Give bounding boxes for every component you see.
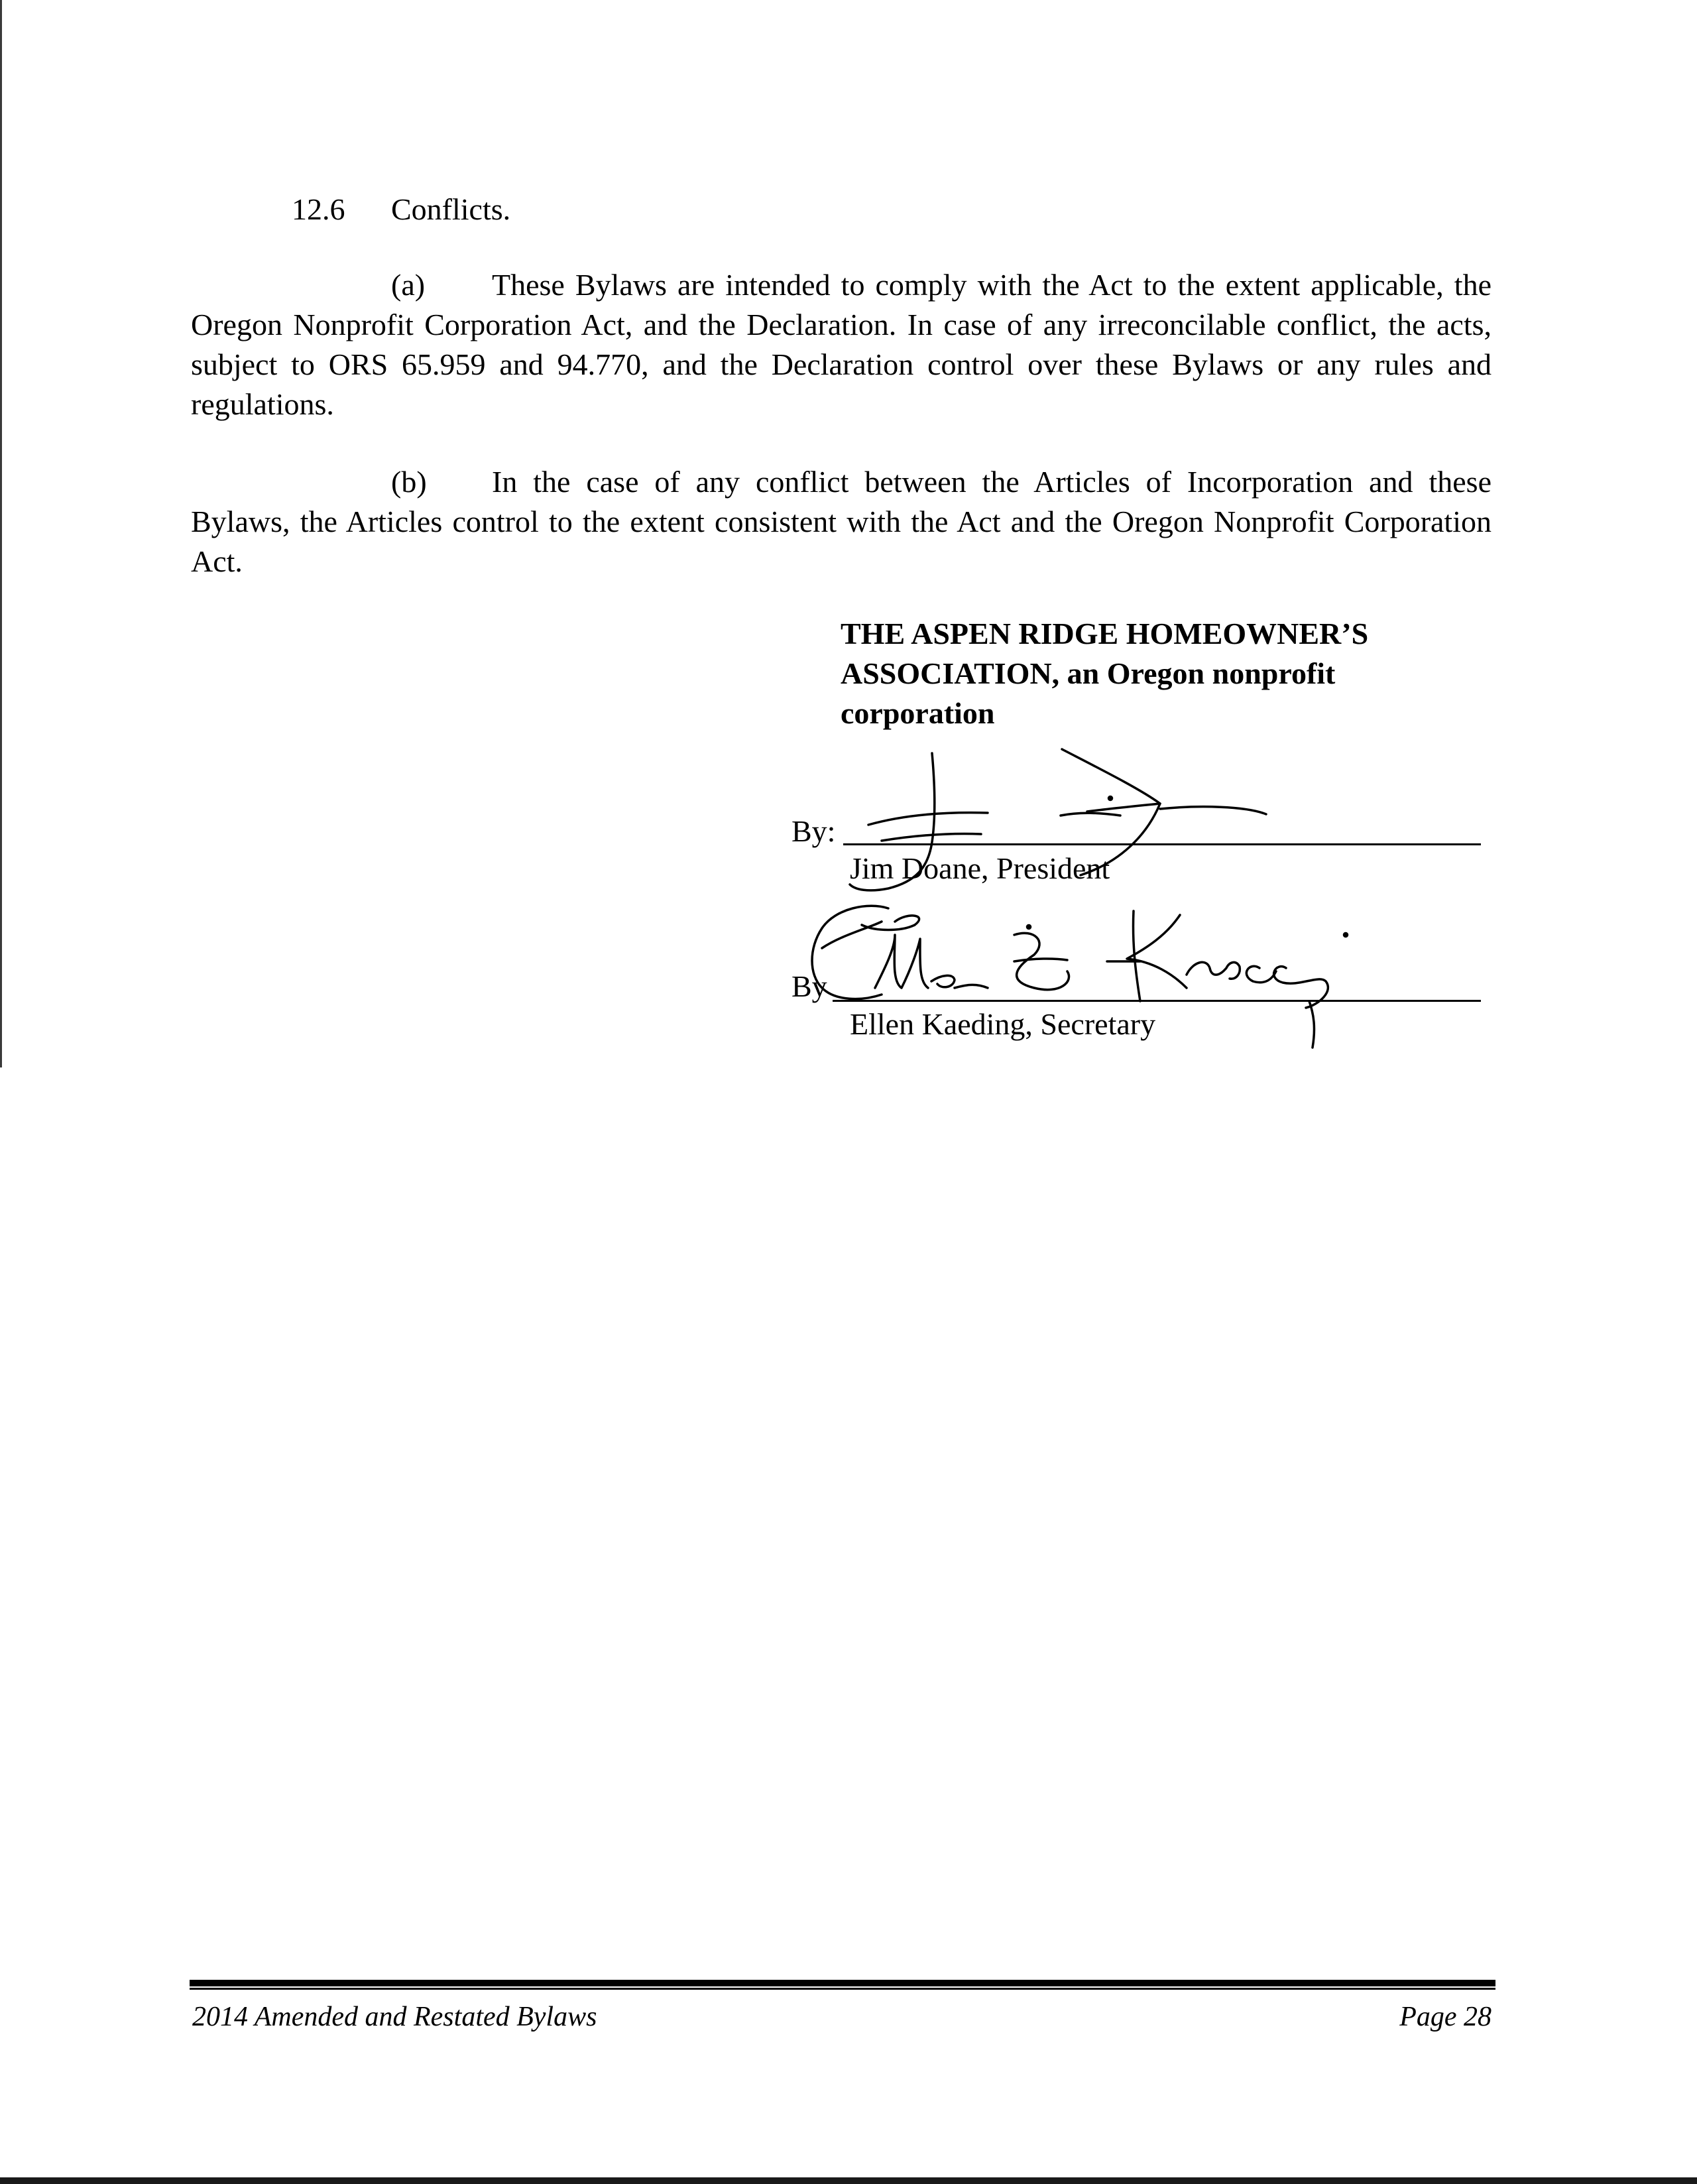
scan-edge-left xyxy=(0,0,2,1067)
signer-president: Jim Doane, President xyxy=(850,851,1110,885)
association-name: THE ASPEN RIDGE HOMEOWNER’S ASSOCIATION, an Oregon nonprofit corporation xyxy=(841,617,1369,730)
paragraph-b xyxy=(191,462,1492,581)
section-title: Conflicts. xyxy=(391,192,511,226)
by-label-president: By: xyxy=(791,814,836,848)
footer-page-number: Page 28 xyxy=(1399,2002,1492,2032)
signer-secretary: Ellen Kaeding, Secretary xyxy=(850,1007,1156,1041)
footer-document-title: 2014 Amended and Restated Bylaws xyxy=(192,2002,597,2032)
paragraph-a xyxy=(191,265,1492,424)
scan-edge-bottom xyxy=(0,2177,1697,2184)
footer-rule-thin xyxy=(190,1988,1495,1990)
section-number: 12.6 xyxy=(292,192,345,226)
paragraph-a-label: (a) xyxy=(391,268,426,302)
paragraph-b-text: In the case of any conflict between the Articles of Incorporation and these Bylaws, the Articles control to the extent consistent with the Act and the Oregon Nonprofit Corporation Act. xyxy=(191,465,1492,578)
paragraph-b-label: (b) xyxy=(391,465,427,499)
section-heading xyxy=(292,190,510,229)
paragraph-a-text: These Bylaws are intended to comply with the Act to the extent applicable, the Oregon Nonprofit Corporation Act, and the Declaration. In case of any irreconcilable conflict, the acts, subject to ORS 65.959 and 94.770, and the Declaration control over these Bylaws or any rules and regulations. xyxy=(191,268,1492,421)
by-label-secretary: By xyxy=(791,969,827,1003)
footer-rule-thick xyxy=(190,1980,1495,1986)
